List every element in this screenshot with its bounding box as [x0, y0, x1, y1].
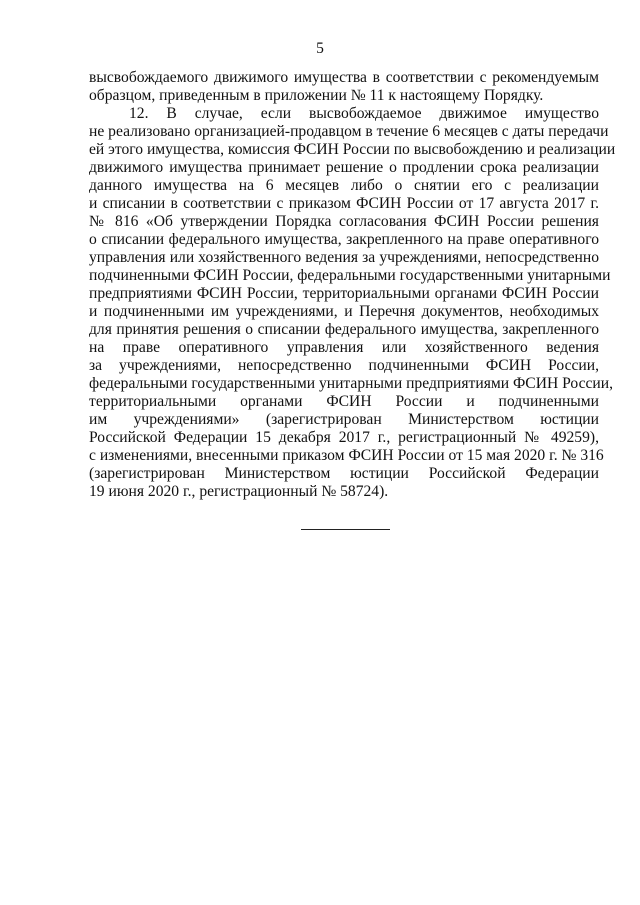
text-line: о списании федерального имущества, закрепленного на праве оперативного: [89, 231, 599, 248]
text-line: ей этого имущества, комиссия ФСИН России по высвобождению и реализации: [89, 141, 616, 158]
text-line: предприятиями ФСИН России, территориальными органами ФСИН России: [89, 285, 599, 302]
text-line: образцом, приведенным в приложении № 11 к настоящему Порядку.: [89, 87, 544, 104]
text-line: с изменениями, внесенными приказом ФСИН России от 15 мая 2020 г. № 316: [89, 447, 604, 464]
text-line: не реализовано организацией-продавцом в течение 6 месяцев с даты передачи: [89, 123, 609, 140]
text-line: для принятия решения о списании федерального имущества, закрепленного: [89, 321, 599, 338]
text-line: высвобождаемого движимого имущества в соответствии с рекомендуемым: [89, 69, 599, 86]
text-line: движимого имущества принимает решение о продлении срока реализации: [89, 159, 599, 176]
text-line: 12. В случае, если высвобождаемое движимое имущество: [129, 105, 599, 122]
text-line: за учреждениями, непосредственно подчиненными ФСИН России,: [89, 357, 599, 374]
text-line: (зарегистрирован Министерством юстиции Российской Федерации: [89, 465, 599, 482]
text-line: и списании в соответствии с приказом ФСИН России от 17 августа 2017 г.: [89, 195, 599, 212]
text-line: 19 июня 2020 г., регистрационный № 58724).: [89, 483, 389, 500]
text-line: и подчиненными им учреждениями, и Перечня документов, необходимых: [89, 303, 599, 320]
text-line: им учреждениями» (зарегистрирован Министерством юстиции: [89, 411, 599, 428]
text-line: управления или хозяйственного ведения за учреждениями, непосредственно: [89, 249, 599, 266]
page-number: 5: [316, 40, 324, 57]
text-line: Российской Федерации 15 декабря 2017 г., регистрационный № 49259),: [89, 429, 599, 446]
text-line: федеральными государственными унитарными предприятиями ФСИН России,: [89, 375, 614, 392]
text-line: территориальными органами ФСИН России и подчиненными: [89, 393, 599, 410]
text-line: на праве оперативного управления или хозяйственного ведения: [89, 339, 599, 356]
end-divider-line: [301, 529, 390, 530]
text-line: данного имущества на 6 месяцев либо о снятии его с реализации: [89, 177, 599, 194]
text-line: подчиненными ФСИН России, федеральными государственными унитарными: [89, 267, 611, 284]
text-line: № 816 «Об утверждении Порядка согласования ФСИН России решения: [89, 213, 599, 230]
